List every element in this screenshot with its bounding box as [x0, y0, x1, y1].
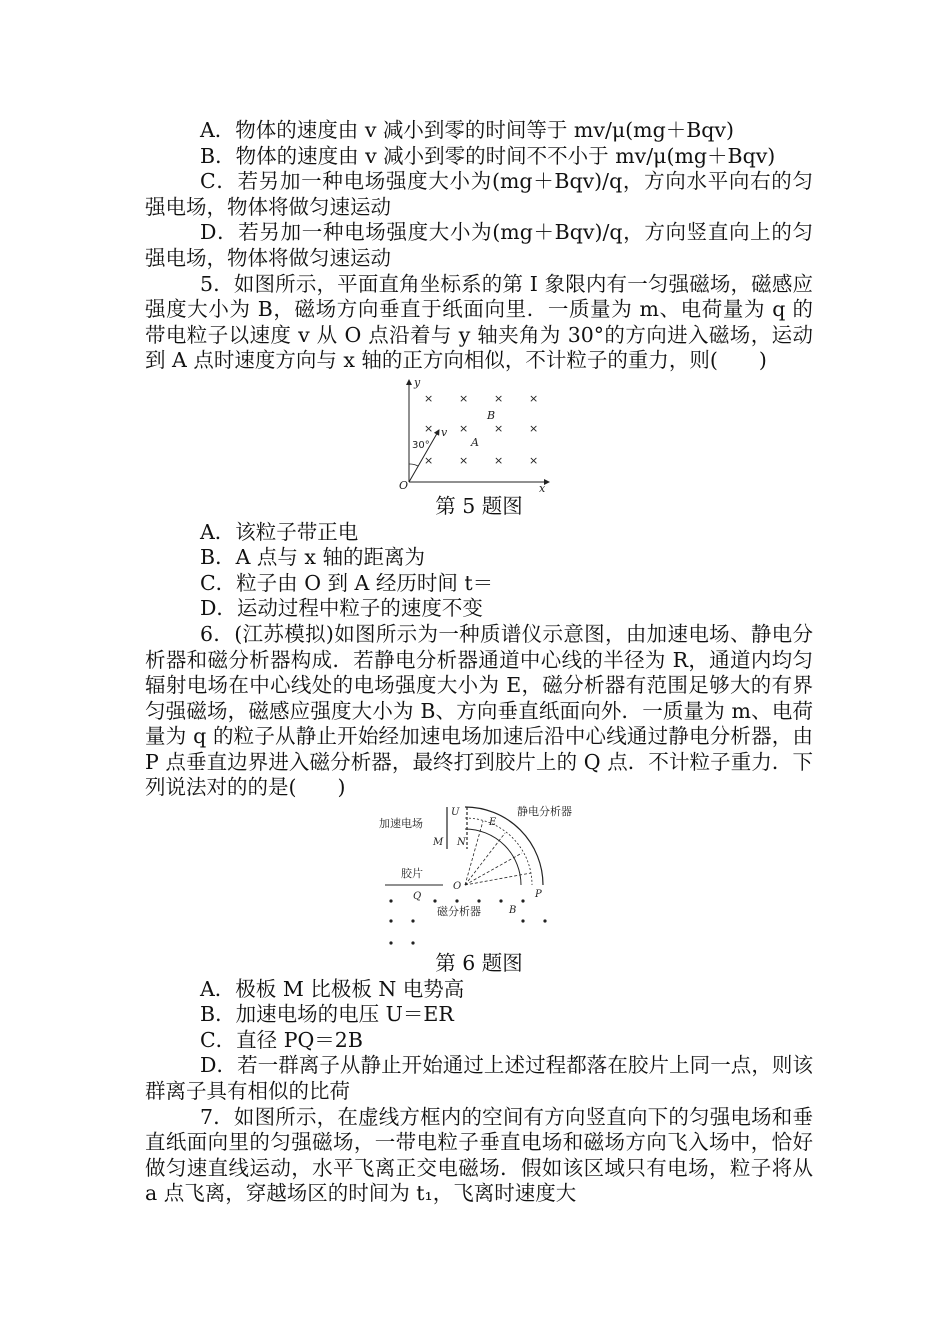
- q6-option-d: D．若一群离子从静止开始通过上述过程都落在胶片上同一点，则该群离子具有相似的比荷: [145, 1053, 813, 1104]
- q6-p-label: P: [535, 889, 542, 901]
- q6-o-label: O: [453, 881, 462, 893]
- field-cross: ×: [459, 391, 469, 405]
- field-dot: [477, 899, 480, 902]
- field-cross: ×: [424, 421, 434, 435]
- field-cross: ×: [494, 421, 504, 435]
- q5-option-b: B．A 点与 x 轴的距离为: [200, 545, 425, 570]
- q6-b-label: B: [509, 905, 517, 917]
- q6-stem: 6．(江苏模拟)如图所示为一种质谱仪示意图，由加速电场、静电分析器和磁分析器构成．若静电分析器通道中心线的半径为 R，通道内均匀辐射电场在中心线处的电场强度大小为 E，磁分析器有范围足够大的有界匀强磁场，磁感应强度大小为 B、方向垂直纸面向外．一质量为 m、电荷量为 q 的粒子从静止开始经加速电场加速后沿中心线通过静电分析器，由 P 点垂直边界进入磁分析器，最终打到胶片上的 Q 点．不计粒子重力．下列说法对的的是( ): [145, 621, 813, 800]
- q5-a-label: A: [471, 435, 479, 449]
- q5-angle-arc: [409, 464, 418, 466]
- q6-u-label: U: [451, 807, 460, 819]
- field-cross: ×: [529, 453, 539, 467]
- q5-x-label: x: [539, 481, 546, 494]
- q6-option-c: C．直径 PQ＝2B: [200, 1027, 363, 1052]
- q4-option-c: C．若另加一种电场强度大小为(mg＋Bqv)/q，方向水平向右的匀强电场，物体将做匀速运动: [145, 169, 813, 219]
- field-dot: [433, 899, 436, 902]
- q4-option-a: A．物体的速度由 v 减小到零的时间等于 mv/μ(mg＋Bqv): [200, 118, 735, 142]
- document-page: [145, 118, 813, 1207]
- q6-msa-label: 磁分析器: [437, 905, 481, 919]
- field-dot: [411, 919, 414, 922]
- field-cross: ×: [494, 453, 504, 467]
- field-cross: ×: [459, 421, 469, 435]
- q5-v-label: v: [441, 425, 448, 439]
- field-cross: ×: [529, 421, 539, 435]
- q5-y-label: y: [414, 375, 421, 389]
- q5-origin-label: O: [399, 478, 409, 492]
- q7-stem: 7．如图所示，在虚线方框内的空间有方向竖直向下的匀强电场和垂直纸面向里的匀强磁场，一带电粒子垂直电场和磁场方向飞入场中，恰好做匀速直线运动，水平飞离正交电磁场．假如该区域只有电场，粒子将从 a 点飞离，穿越场区的时间为 t₁，飞离时速度大: [145, 1104, 813, 1206]
- field-dot: [455, 899, 458, 902]
- q5-angle-label: 30°: [412, 439, 430, 451]
- field-dot: [521, 899, 524, 902]
- q5-caption: 第 5 题图: [435, 493, 523, 518]
- q5-option-d: D．运动过程中粒子的速度不变: [200, 596, 483, 621]
- field-cross: ×: [529, 391, 539, 405]
- q5-stem: 5．如图所示，平面直角坐标系的第 I 象限内有一匀强磁场，磁感应强度大小为 B，磁场方向垂直于纸面向里．一质量为 m、电荷量为 q 的带电粒子以速度 v 从 O 点沿着与 y 轴夹角为 30°的方向进入磁场，运动到 A 点时速度方向与 x 轴的正方向相似，不计粒子的重力，则( ): [145, 271, 813, 373]
- q5-option-c: C．粒子由 O 到 A 经历时间 t＝: [200, 570, 494, 595]
- field-dot: [389, 941, 392, 944]
- field-line: [465, 821, 483, 885]
- field-line: [465, 853, 522, 885]
- q6-accel-label: 加速电场: [379, 817, 423, 831]
- field-dot: [543, 919, 546, 922]
- field-cross: ×: [494, 391, 504, 405]
- field-dot: [499, 899, 502, 902]
- q6-film-label: 胶片: [401, 867, 423, 881]
- field-cross: ×: [424, 391, 434, 405]
- field-cross: ×: [459, 453, 469, 467]
- field-dot: [521, 919, 524, 922]
- q6-option-a: A．极板 M 比极板 N 电势高: [200, 976, 465, 1001]
- q6-esa-label: 静电分析器: [517, 805, 572, 819]
- q5-option-a: A．该粒子带正电: [200, 519, 359, 544]
- q6-n-label: N: [457, 837, 466, 849]
- q6-figure: [379, 801, 579, 951]
- q5-b-label: B: [487, 408, 496, 422]
- q6-q-label: Q: [413, 891, 422, 903]
- field-dot: [411, 941, 414, 944]
- field-cross: ×: [424, 453, 434, 467]
- field-dot: [389, 899, 392, 902]
- field-dot: [389, 919, 392, 922]
- q4-option-b: B．物体的速度由 v 减小到零的时间不不小于 mv/μ(mg＋Bqv): [200, 143, 776, 168]
- q6-e-label: E: [489, 817, 497, 829]
- q5-figure: [399, 374, 559, 494]
- q6-m-label: M: [433, 837, 444, 849]
- field-line: [465, 833, 505, 885]
- q6-caption: 第 6 题图: [435, 951, 523, 976]
- q6-option-b: B．加速电场的电压 U＝ER: [200, 1002, 454, 1027]
- q4-option-d: D．若另加一种电场强度大小为(mg＋Bqv)/q，方向竖直向上的匀强电场，物体将做匀速运动: [145, 220, 813, 270]
